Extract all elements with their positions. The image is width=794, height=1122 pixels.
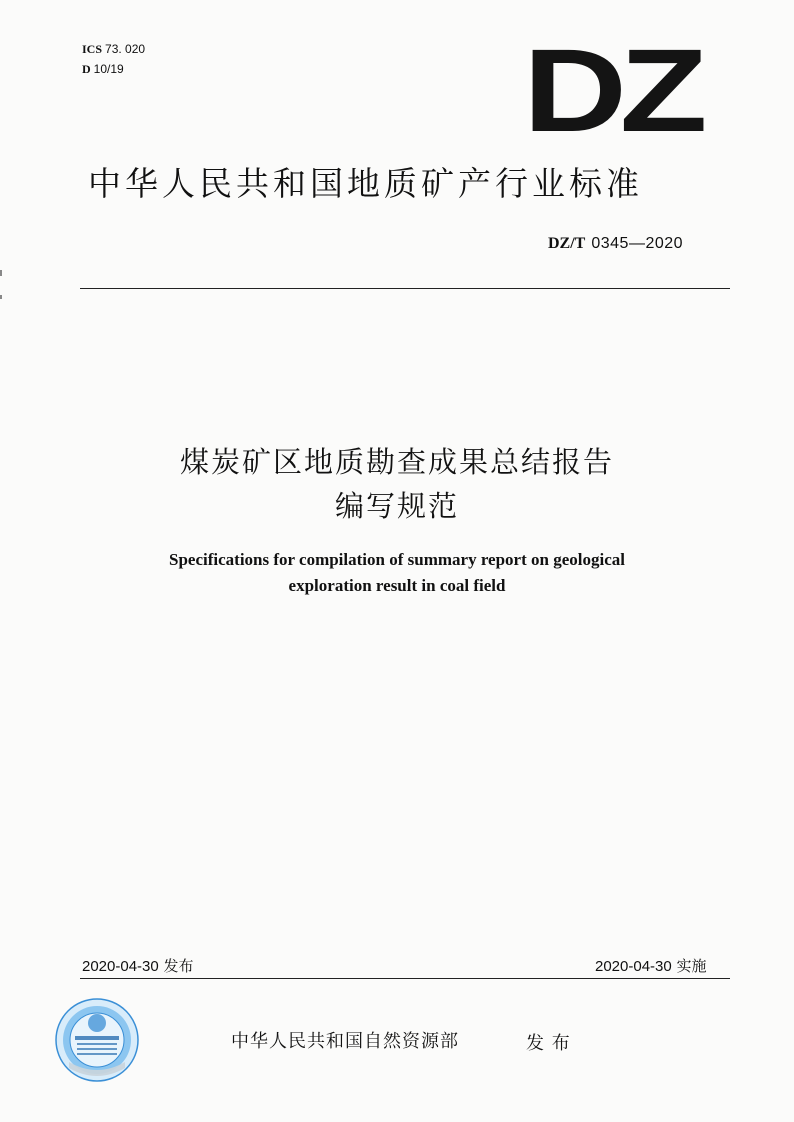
ics-code [82, 42, 145, 57]
implement-date-label: 实施 [676, 957, 707, 975]
title-zh-line2: 编写规范 [334, 489, 459, 523]
ccs-value: 10/19 [93, 62, 124, 76]
anti-counterfeit-seal [55, 998, 139, 1082]
issue-date-value: 2020-04-30 [82, 958, 159, 975]
standard-code: 0345—2020 [591, 235, 684, 252]
standard-category: 中华人民共和国地质矿产行业标准 [88, 164, 643, 203]
footer-divider [80, 978, 730, 979]
standard-number [548, 233, 683, 253]
header-divider [80, 288, 730, 289]
title-en-line1: Specifications for compilation of summary report on geological [169, 550, 625, 569]
issue-date [82, 955, 194, 976]
implement-date [595, 955, 707, 976]
ccs-label: D [82, 62, 91, 76]
ics-label: ICS [82, 42, 103, 56]
implement-date-value: 2020-04-30 [595, 958, 672, 975]
scan-edge-mark [0, 295, 2, 299]
publisher-name: 中华人民共和国自然资源部 [231, 1031, 459, 1052]
ccs-code [82, 62, 124, 77]
title-en-line2: exploration result in coal field [288, 576, 506, 595]
standard-prefix: DZ/T [548, 235, 586, 252]
issue-date-label: 发布 [163, 957, 194, 975]
publish-label: 发 布 [526, 1033, 571, 1054]
seal-icon [55, 998, 139, 1082]
dz-logo: DZ [523, 25, 701, 157]
ics-value: 73. 020 [105, 42, 146, 56]
scan-edge-mark [0, 270, 2, 276]
title-zh-line1: 煤炭矿区地质勘查成果总结报告 [179, 445, 614, 479]
